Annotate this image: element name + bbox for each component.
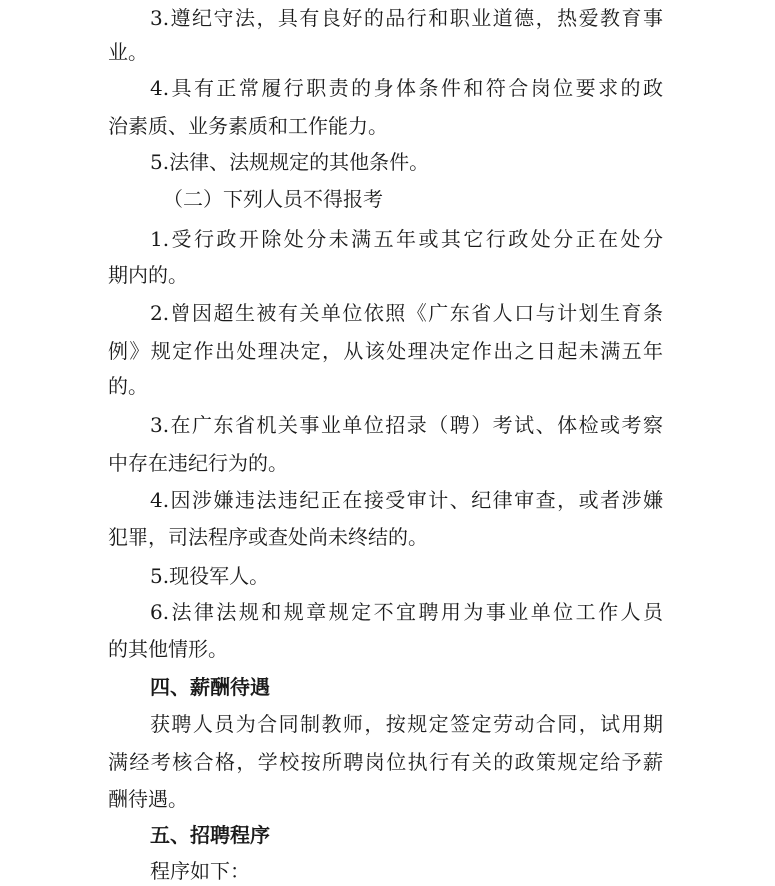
paragraph-line: 程序如下： <box>150 859 250 883</box>
paragraph-line: 5.法律、法规规定的其他条件。 <box>150 150 430 174</box>
section-heading: 五、招聘程序 <box>150 823 270 847</box>
paragraph-line: 1.受行政开除处分未满五年或其它行政处分正在处分 <box>150 227 663 251</box>
paragraph-line: 期内的。 <box>108 263 188 287</box>
paragraph-line: 例》规定作出处理决定，从该处理决定作出之日起未满五年 <box>108 339 663 363</box>
paragraph-line: 获聘人员为合同制教师，按规定签定劳动合同，试用期 <box>150 712 663 736</box>
paragraph-line: 满经考核合格，学校按所聘岗位执行有关的政策规定给予薪 <box>108 750 663 774</box>
paragraph-line: 2.曾因超生被有关单位依照《广东省人口与计划生育条 <box>150 301 663 325</box>
paragraph-line: 的其他情形。 <box>108 637 228 661</box>
paragraph-line: 3.遵纪守法，具有良好的品行和职业道德，热爱教育事 <box>150 6 663 30</box>
section-subheading: （二）下列人员不得报考 <box>163 187 383 211</box>
paragraph-line: 的。 <box>108 374 148 398</box>
paragraph-line: 4.因涉嫌违法违纪正在接受审计、纪律审查，或者涉嫌 <box>150 488 663 512</box>
paragraph-line: 业。 <box>108 40 148 64</box>
paragraph-line: 治素质、业务素质和工作能力。 <box>108 114 388 138</box>
paragraph-line: 中存在违纪行为的。 <box>108 451 288 475</box>
paragraph-line: 4.具有正常履行职责的身体条件和符合岗位要求的政 <box>150 76 663 100</box>
paragraph-line: 酬待遇。 <box>108 787 188 811</box>
section-heading: 四、薪酬待遇 <box>150 675 270 699</box>
paragraph-line: 3.在广东省机关事业单位招录（聘）考试、体检或考察 <box>150 413 663 437</box>
paragraph-line: 犯罪，司法程序或查处尚未终结的。 <box>108 525 428 549</box>
paragraph-line: 5.现役军人。 <box>150 564 270 588</box>
paragraph-line: 6.法律法规和规章规定不宜聘用为事业单位工作人员 <box>150 600 663 624</box>
